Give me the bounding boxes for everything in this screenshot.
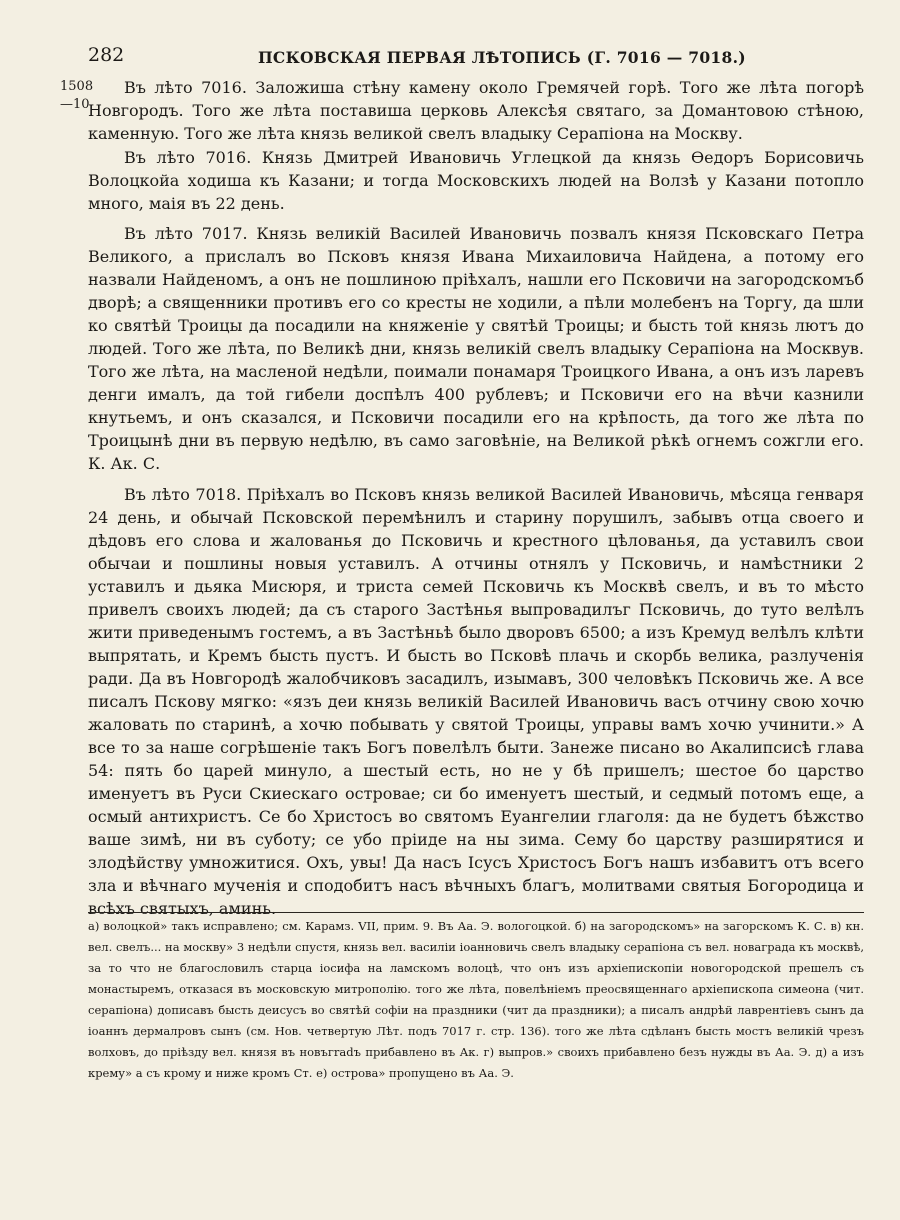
chronicle-entry-7016-kazan: Въ лѣто 7016. Князь Дмитрей Ивановичь Углецкой да князь Ѳедоръ Борисовичь Волоцкойа ходиша къ Казани; и тогда Московскихъ людей на Волзѣ у Казани потопло много, маія въ 22 день. — [88, 148, 864, 213]
footnotes — [88, 916, 864, 1084]
page-header — [88, 40, 874, 70]
footnote-text: а) волоцкой» такъ исправлено; см. Карамз. VII, прим. 9. Въ Аа. Э. вологоцкой. б) на загородскомъ» на загорскомъ К. С. в) кн. вел. свелъ... на москву» 3 недѣли спустя, князь вел. василіи іоанновичь свелъ владыку серапіона съ вел. новаграда къ москвѣ, за то что не благословилъ старца іосифа на ламскомъ волоцѣ, что онъ изъ архіепископіи новогородской прешелъ съ монастыремъ, отказася въ московскую митрополію. того же лѣта, повелѣніемъ преосвященнаго архіепископа симеона (чит. серапіона) дописавъ бысть деисусъ во святѣй софіи на праздники (чит да праздники); а писалъ андрѣй лаврентіевъ сынъ да іоаннъ дермалровъ сынъ (см. Нов. четвертую Лѣт. подъ 7017 г. стр. 136). того же лѣта сдѣланъ бысть мостъ великій чрезъ волховъ, до пріѣзду вел. князя въ новъгradъ прибавлено въ Ак. г) выпров.» своихъ прибавлено безъ нужды въ Аа. Э. д) а изъ крему» а съ крому и ниже кромъ Ст. е) острова» пропущено въ Аа. Э. — [88, 919, 864, 1080]
margin-year-start: 1508 — [60, 79, 94, 94]
chronicle-entry-7018: Въ лѣто 7018. Пріѣхалъ во Псковъ князь великой Василей Ивановичь, мѣсяца генваря 24 день, и обычай Псковской перемѣнилъ и старину порушилъ, забывъ отца своего и дѣдовъ его слова и жалованья до Псковичь и крестного цѣлованья, да уставилъ свои обычаи и пошлины новыя уставилъ. А отчины отнялъ у Псковичь, и намѣстники 2 уставилъ и дьяка Мисюря, и триста семей Псковичь къ Москвѣ свелъ, и въ то мѣсто привелъ своихъ людей; да съ старого Застѣнья выпровадилъг Псковичь, до туто велѣлъ жити приведенымъ гостемъ, а въ Застѣньѣ было дворовъ 6500; а изъ Кремуд велѣлъ клѣти выпрятать, и Кремъ бысть пустъ. И бысть во Псковѣ плачь и скорбь велика, разлученія ради. Да въ Новгородѣ жалобчиковъ засадилъ, изымавъ, 300 человѣкъ Псковичь же. А все писалъ Пскову мягко: «язъ деи князь великій Василей Ивановичь васъ отчину свою хочю жаловать по старинѣ, а хочю побывать у святой Троицы, управы вамъ хочю учинити.» А все то за наше согрѣшеніе такъ Богъ повелѣлъ быти. Занеже писано во Акалипсисѣ глава 54: пять бо царей минуло, а шестый есть, но не у бѣ пришелъ; шестое бо царство именуетъ въ Руси Скиескаго островае; си бо именуетъ шестый, и седмый потомъ еще, а осмый антихристъ. Се бо Христосъ во святомъ Еуангелии глаголя: да не будетъ бѣжство ваше зимѣ, ни въ суботу; се убо пріиде на ны зима. Сему бо царству разширятися и злодѣйству умножитися. Охъ, увы! Да насъ Ісусъ Христосъ Богъ нашъ избавитъ отъ всего зла и вѣчнаго мученія и сподобитъ насъ вѣчныхъ благъ, молитвами святыя Богородица и всѣхъ святыхъ, аминь. — [88, 485, 864, 918]
running-title: ПСКОВСКАЯ ПЕРВАЯ ЛѢТОПИСЬ (Г. 7016 — 7018.) — [258, 48, 746, 67]
chronicle-entry-7017: Въ лѣто 7017. Князь великій Василей Ивановичь позвалъ князя Псковскаго Петра Великого, а прислалъ во Псковъ князя Ивана Михаиловича Найдена, а потому его назвали Найденомъ, а онъ не пошлиною пріѣхалъ, нашли его Псковичи на загородскомъб дворѣ; а священники противъ его со кресты не ходили, а пѣли молебенъ на Торгу, да шли ко святѣй Троицы да посадили на княженіе у святѣй Троицы; и бысть той князь лютъ до людей. Того же лѣта, по Великѣ дни, князь великій свелъ владыку Серапіона на Москвув. Того же лѣта, на масленой недѣли, поимали понамаря Троицкого Ивана, а онъ изъ ларевъ денги ималъ, да той гибели доспѣлъ 400 рублевъ; и Псковичи его на вѣчи казнили кнутьемъ, и онъ сказался, и Псковичи посадили его на крѣпость, да того же лѣта по Троицынѣ дни въ первую недѣлю, въ само заговѣніе, на Великой рѣкѣ огнемъ сожгли его. К. Ак. С. — [88, 224, 864, 473]
chronicle-entry-7016-walls: Въ лѣто 7016. Заложиша стѣну камену около Гремячей горѣ. Того же лѣта погорѣ Новгородъ. Того же лѣта поставиша церковь Алексѣя святаго, за Домантовою стѣною, каменную. Того же лѣта князь великой свелъ владыку Серапіона на Москву. — [88, 78, 864, 143]
page-number: 282 — [88, 44, 125, 66]
margin-year-range: —10 — [60, 97, 90, 112]
footnote-divider — [88, 912, 864, 913]
